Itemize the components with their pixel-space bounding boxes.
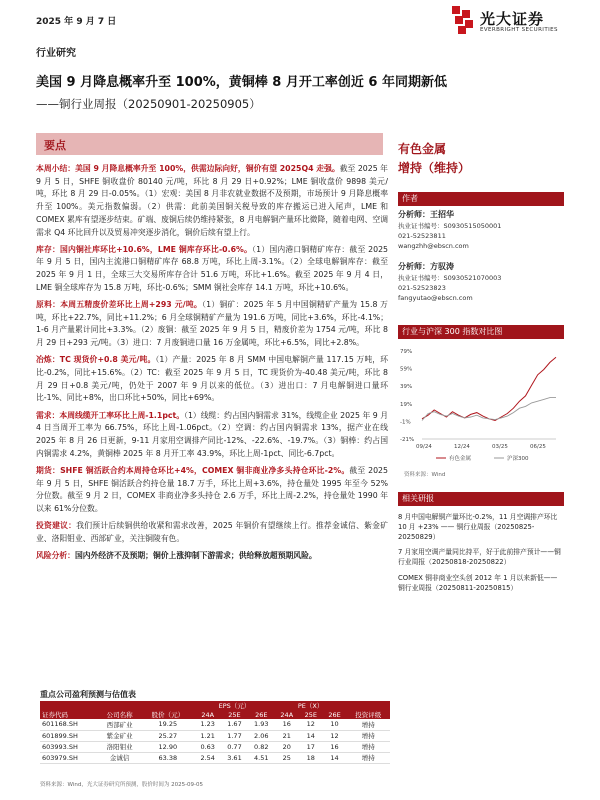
- report-title: 美国 9 月降息概率升至 100%，黄铜棒 8 月开工率创近 6 年同期新低: [36, 75, 447, 90]
- y-tick-label: 59%: [400, 366, 413, 373]
- logo-text-cn: 光大证券: [480, 10, 545, 28]
- table-group-eps: EPS（元）: [218, 702, 251, 710]
- table-cell: 10: [323, 719, 347, 730]
- index-comparison-chart: [398, 343, 566, 465]
- related-section-bar: 相关研报: [398, 492, 564, 506]
- table-header: 证券代码: [42, 711, 68, 719]
- table-cell: 1.93: [248, 719, 275, 730]
- main-body: [36, 163, 388, 567]
- chart-section-bar: 行业与沪深 300 指数对比图: [398, 325, 564, 339]
- table-cell: 0.77: [221, 741, 248, 752]
- analyst-phone: 021-52523823: [398, 284, 446, 292]
- table-cell: 增持: [346, 741, 390, 752]
- table-row: [40, 730, 390, 741]
- table-cell: 洛阳钼业: [98, 741, 142, 752]
- chart-source: 资料来源：Wind: [404, 472, 446, 478]
- related-report-item[interactable]: 7 月家用空调产量同比持平，好于此前排产预计——铜行业周报（20250818-20250822）: [398, 548, 561, 566]
- y-tick-label: 19%: [400, 401, 413, 408]
- table-cell: 16: [275, 719, 299, 730]
- paragraph-raw-material: [36, 299, 388, 350]
- table-cell: 21: [275, 730, 299, 741]
- table-group-pe: PE（X）: [297, 702, 324, 710]
- x-tick-label: 06/25: [530, 444, 546, 450]
- table-cell: 603979.SH: [40, 752, 98, 763]
- table-cell: 12: [323, 730, 347, 741]
- table-cell: 25.27: [141, 730, 194, 741]
- table-row: [40, 741, 390, 752]
- analyst-name: 分析师：王招华: [398, 210, 454, 219]
- table-header: 24A: [280, 710, 294, 719]
- paragraph-summary: [36, 163, 388, 239]
- table-header-blank: [98, 701, 142, 710]
- table-cell: 0.63: [194, 741, 221, 752]
- table-cell: 601168.SH: [40, 719, 98, 730]
- paragraph-investment: [36, 520, 388, 545]
- table-group-header-row: [40, 701, 390, 710]
- table-header: 24A: [201, 710, 215, 719]
- table-cell: 14: [299, 730, 323, 741]
- table-cell: 紫金矿业: [98, 730, 142, 741]
- analyst-name: 分析师：方驭涛: [398, 262, 454, 271]
- table-cell: 0.82: [248, 741, 275, 752]
- legend-label: 沪深300: [507, 456, 529, 462]
- paragraph-body: 我们预计后续铜供给收紧和需求改善，2025 年铜价有望继续上行。推荐金诚信、紫金矿业、洛阳钼业、西部矿业，关注铜陵有色。: [36, 521, 389, 543]
- table-cell: 2.06: [248, 730, 275, 741]
- analyst-email: wangzhh@ebscn.com: [398, 242, 469, 250]
- table-header: 25E: [228, 710, 241, 719]
- table-header: 股价（元）: [151, 711, 185, 719]
- paragraph-inventory: [36, 244, 388, 295]
- rating-value: 增持（维持）: [398, 161, 471, 175]
- paragraph-head: 风险分析：: [36, 551, 75, 561]
- table-source-note: 资料来源：Wind，光大证券研究所预测，股价时间为 2025-09-05: [40, 782, 204, 788]
- analyst-block: [398, 209, 501, 251]
- paragraph-head: 投资建议：: [36, 521, 77, 531]
- table-cell: 18: [299, 752, 323, 763]
- paragraph-risk: [36, 550, 388, 563]
- paragraph-head: 需求：本周线缆开工率环比上周-1.1pct。: [36, 410, 185, 420]
- y-tick-label: 39%: [400, 384, 413, 391]
- table-header: 投资评级: [355, 711, 382, 719]
- table-cell: 601899.SH: [40, 730, 98, 741]
- table-row: [40, 752, 390, 763]
- forecast-table: [40, 701, 390, 764]
- table-header: 26E: [328, 710, 341, 719]
- report-subtitle: ——铜行业周报（20250901-20250905）: [36, 97, 261, 111]
- paragraph-body: （1）线缆：约占国内铜需求 31%，线缆企业 2025 年 9 月 4 日当周开工率为 66.75%，环比上周-1.06pct。（2）空调：约占国内铜需求 13%，据产业在线 2025 年 8 月 26 日更新，9-11 月家用空调排产同比-12%、-22.6%、-19.7%。（3）铜棒：约占国内铜需求 4.2%，黄铜棒 2025 年 8 月开工率 43.9%，环比上周-1pct、同比-6.7pct。: [36, 410, 388, 458]
- table-header-blank: [346, 701, 390, 710]
- y-tick-label: -21%: [400, 437, 415, 443]
- y-tick-label: -1%: [400, 419, 411, 426]
- table-cell: 1.67: [221, 719, 248, 730]
- table-cell: 增持: [346, 719, 390, 730]
- table-header: 25E: [304, 710, 317, 719]
- report-date: 2025 年 9 月 7 日: [36, 17, 117, 27]
- table-cell: 17: [299, 741, 323, 752]
- table-cell: 增持: [346, 752, 390, 763]
- table-cell: 1.77: [221, 730, 248, 741]
- table-header-blank: [141, 701, 194, 710]
- section-bar-key-points: [36, 133, 383, 155]
- paragraph-demand: [36, 410, 388, 461]
- table-cell: 金诚信: [98, 752, 142, 763]
- company-logo: [452, 6, 572, 40]
- section-label: 要点: [44, 139, 66, 152]
- table-header: 26E: [255, 710, 268, 719]
- table-header: 公司名称: [106, 711, 133, 719]
- table-cell: 20: [275, 741, 299, 752]
- paragraph-body: （1）产量：2025 年 8 月 SMM 中国电解铜产量 117.15 万吨，环比-0.2%，同比+15.6%。（2）TC：截至 2025 年 9 月 5 日，TC 现货价为-40.48 美元/吨，环比 8 月 29 日+0.8 美元/吨，仍处于 2007 年 9 月以来的低位。（3）进出口：7 月电解铜进口量环比-1%、同比+8%，出口环比+50%，同比+69%。: [36, 355, 388, 403]
- table-row: [40, 719, 390, 730]
- table-cell: 2.54: [194, 752, 221, 763]
- series-line-csi300: [422, 398, 556, 421]
- table-cell: 西部矿业: [98, 719, 142, 730]
- paragraph-head: 本周小结：美国 9 月降息概率升至 100%，供需边际向好，铜价有望 2025Q4 走强。: [36, 164, 340, 173]
- logo-text-en: EVERBRIGHT SECURITIES: [480, 27, 558, 33]
- author-section-bar: 作者: [398, 192, 564, 206]
- table-cell: 63.38: [141, 752, 194, 763]
- series-line-nonferrous: [422, 357, 556, 420]
- x-tick-label: 03/25: [492, 444, 508, 450]
- paragraph-head: 库存：国内铜社库环比+10.6%，LME 铜库存环比-0.6%。: [36, 244, 253, 254]
- table-cell: 1.21: [194, 730, 221, 741]
- table-title: 重点公司盈利预测与估值表: [40, 690, 136, 699]
- x-tick-label: 12/24: [454, 444, 470, 450]
- table-cell: 12: [299, 719, 323, 730]
- legend-label: 有色金属: [449, 456, 472, 462]
- paragraph-body: 国内外经济不及预期；铜价上涨抑制下游需求；供给释放超预期风险。: [74, 551, 317, 561]
- paragraph-body: 截至 2025 年 9 月 5 日，SHFE 铜活跃合约持仓量 18.7 万手，环比上周+3.6%，持仓量处 1995 年至今 52%分位数。截至 9 月 2 日，COMEX 非商业净多头持仓 2.6 万手，环比上周-2.2%，持仓量处 1990 年以来 61%分位数。: [36, 465, 388, 514]
- table-cell: 增持: [346, 730, 390, 741]
- analyst-cert: 执业证书编号：S0930521070003: [398, 274, 502, 282]
- table-cell: 4.51: [248, 752, 275, 763]
- paragraph-smelting: [36, 354, 388, 405]
- report-category: 行业研究: [36, 48, 76, 59]
- paragraph-futures: [36, 465, 388, 516]
- table-cell: 16: [323, 741, 347, 752]
- analyst-email: fangyutao@ebscn.com: [398, 294, 473, 302]
- table-cell: 3.61: [221, 752, 248, 763]
- related-report-item[interactable]: COMEX 铜非商业空头创 2012 年 1 月以来新低——铜行业周报（20250811-20250815）: [398, 574, 558, 592]
- analyst-block: [398, 261, 501, 303]
- paragraph-head: 冶炼：TC 现货价+0.8 美元/吨。: [36, 355, 156, 365]
- analyst-phone: 021-52523811: [398, 232, 446, 240]
- paragraph-head: 原料：本周五精废价差环比上周+293 元/吨。: [36, 300, 202, 310]
- table-header-row: [40, 710, 390, 719]
- table-cell: 19.25: [141, 719, 194, 730]
- paragraph-body: 截至 2025 年 9 月 5 日，SHFE 铜收盘价 80140 元/吨，环比 8 月 29 日+0.92%；LME 铜收盘价 9898 美元/吨，环比 8 月 29 日-0.05%。（1）宏观：美国 8 月非农就业数据不及预期，市场预计 9 月降息概率升至 100%。美元指数偏弱。（2）供需：此前美国铜关税导致的库存搬运已进入尾声，LME 和 COMEX 累库有望逐步结束。矿端、废铜后续仍维持紧张，8 月电解铜产量环比微降，随着电网、空调需求 Q4 环比回升以及贸易冲突逐步消化，铜价后续有望上行。: [36, 164, 388, 237]
- paragraph-body: （1）铜矿：2025 年 5 月中国铜精矿产量为 15.8 万吨，环比+22.7%，同比+11.2%；6 月全球铜精矿产量为 191.6 万吨，同比+3.6%，环比-4.1%；1-6 月产量累计同比+3.3%。（2）废铜：截至 2025 年 9 月 5 日，精废价差为 1754 元/吨，环比 8 月 29 日+293 元/吨。（3）进口：7 月废铜进口量 16 万金属吨，环比+6.5%，同比+2.8%。: [36, 300, 388, 348]
- table-header-blank: [40, 701, 98, 710]
- paragraph-head: 期货：SHFE 铜活跃合约本周持仓环比+4%，COMEX 铜非商业净多头持仓环比-2%。: [36, 465, 350, 475]
- x-tick-label: 09/24: [416, 444, 432, 450]
- paragraph-body: （1）国内港口铜精矿库存：截至 2025 年 9 月 5 日，国内主流港口铜精矿库存 68.8 万吨，环比上周-3.1%。（2）全球电解铜库存：截至 2025 年 9 月 1 日，全球三大交易所库存合计 51.6 万吨，环比+1.6%。截至 2025 年 9 月 4 日，LME 铜全球库存为 15.8 万吨，环比-0.6%；SMM 铜社会库存 14.1 万吨，环比+10.6%。: [36, 244, 388, 292]
- table-cell: 603993.SH: [40, 741, 98, 752]
- analyst-cert: 执业证书编号：S0930515050001: [398, 222, 502, 230]
- table-cell: 14: [323, 752, 347, 763]
- y-tick-label: 79%: [400, 349, 413, 355]
- related-report-item[interactable]: 8 月中国电解铜产量环比-0.2%，11 月空调排产环比 10 月 +23% —— 铜行业周报（20250825-20250829）: [398, 513, 558, 541]
- industry-rating: [398, 140, 470, 178]
- table-cell: 25: [275, 752, 299, 763]
- table-cell: 1.23: [194, 719, 221, 730]
- table-cell: 12.90: [141, 741, 194, 752]
- industry-name: 有色金属: [398, 142, 447, 156]
- logo-mark-icon: [452, 6, 474, 34]
